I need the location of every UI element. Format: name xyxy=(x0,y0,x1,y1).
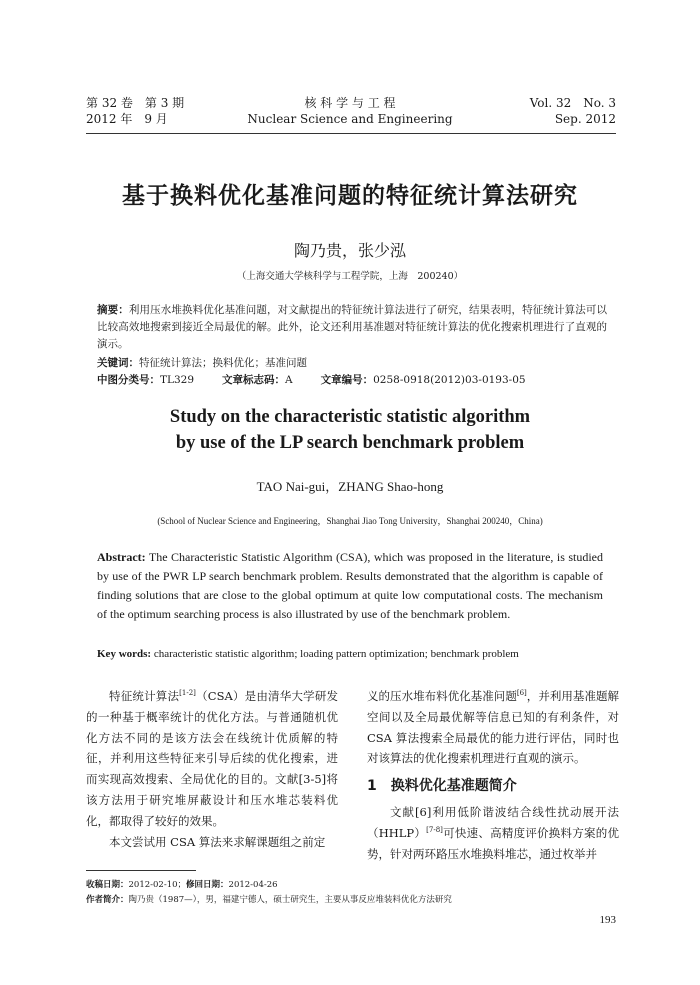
body-column-right xyxy=(367,686,619,864)
paper-title-cn: 基于换料优化基准问题的特征统计算法研究 xyxy=(122,183,578,209)
revised-date: 2012-04-26 xyxy=(228,880,278,890)
text-run: 特征统计算法 xyxy=(109,689,180,703)
affiliation-en: (School of Nuclear Science and Engineering，Shanghai Jiao Tong University，Shanghai 200240，China) xyxy=(157,516,543,526)
authors-cn: 陶乃贵，张少泓 xyxy=(293,241,406,260)
keywords-cn xyxy=(97,355,607,372)
volume-issue-en: Vol. 32 No. 3 xyxy=(529,96,616,110)
volume-issue: 第 32 卷 第 3 期 xyxy=(86,96,185,110)
article-number-label: 文章编号： xyxy=(320,374,374,386)
text-run: 义的压水堆布料优化基准问题 xyxy=(367,689,517,703)
abstract-en-label: Abstract: xyxy=(97,550,146,564)
received-date: 2012-02-10； xyxy=(128,880,187,890)
article-number-value: 0258-0918(2012)03-0193-05 xyxy=(373,374,526,386)
author-bio-label: 作者简介： xyxy=(86,895,129,905)
revised-label: 修回日期： xyxy=(186,880,229,890)
abstract-cn-label: 摘要： xyxy=(97,304,129,316)
title-en-line1: Study on the characteristic statistic algorithm xyxy=(169,407,531,427)
keywords-cn-text: 特征统计算法；换料优化；基准问题 xyxy=(139,357,307,369)
classification-row xyxy=(97,372,617,389)
doc-code-value: A xyxy=(285,374,293,386)
section-number: 1 xyxy=(367,778,377,795)
clc-value: TL329 xyxy=(160,374,195,386)
abstract-en xyxy=(97,548,603,624)
journal-name-en: Nuclear Science and Engineering xyxy=(247,112,453,126)
footnote-author xyxy=(86,893,626,907)
title-en-line2: by use of the LP search benchmark problem xyxy=(175,433,525,453)
text-run: （CSA）是由清华大学研发的一种基于概率统计的优化方法。与普通随机优化方法不同的是该方法会在线统计优质解的特征，并利用这些特征来引导后续的优化搜索，进而实现高效搜索、全局优化的目的。文献[3-5]将该方法用于研究堆屏蔽设计和压水堆芯装料优化，都取得了较好的效果。 xyxy=(86,689,339,828)
text-run: 文献[6]利用低阶谐波结合线性扰动展开法（HHLP） xyxy=(367,804,619,840)
footnote-divider xyxy=(86,870,196,871)
text-run: 可快速、高精度评价换料方案的优势，针对两环路压水堆换料堆芯，通过枚举并 xyxy=(367,825,619,861)
received-label: 收稿日期： xyxy=(86,880,129,890)
citation: [6] xyxy=(516,689,527,698)
paragraph xyxy=(367,802,619,864)
paragraph: 本文尝试用 CSA 算法来求解课题组之前定 xyxy=(109,834,326,849)
abstract-en-text: The Characteristic Statistic Algorithm (CSA), which was proposed in the literature, is studied by use of the PWR LP search benchmark problem. Results demonstrated that the algorithm is capable of finding solutions that are close to the global optimum at quite low computational costs. The mechanism of the optimum searching process is also illustrated by use of the benchmark problem. xyxy=(97,550,603,621)
page-number: 193 xyxy=(599,914,616,926)
abstract-cn xyxy=(97,302,607,353)
keywords-cn-label: 关键词： xyxy=(97,357,139,369)
paragraph xyxy=(367,686,619,769)
section-title: 换料优化基准题简介 xyxy=(390,778,517,795)
clc-label: 中图分类号： xyxy=(97,374,160,386)
journal-name-cn: 核 科 学 与 工 程 xyxy=(304,96,396,110)
doc-code-label: 文章标志码： xyxy=(222,374,286,386)
body-column-left xyxy=(86,686,338,852)
citation: [1-2] xyxy=(179,689,196,698)
journal-volume-info-en xyxy=(530,95,616,127)
date-en: Sep. 2012 xyxy=(554,112,616,126)
header-divider xyxy=(86,133,616,134)
year-month: 2012 年 9 月 xyxy=(86,112,168,126)
author-bio-text: 陶乃贵（1987—），男，福建宁德人，硕士研究生，主要从事反应堆装料优化方法研究 xyxy=(128,895,452,905)
text-run: ，并利用基准题解空间以及全局最优解等信息已知的有利条件，对 CSA 算法搜索全局最优的能力进行评估，同时也对该算法的优化搜索机理进行直观的演示。 xyxy=(367,689,620,766)
abstract-cn-text: 利用压水堆换料优化基准问题，对文献提出的特征统计算法进行了研究，结果表明，特征统计算法可以比较高效地搜索到接近全局最优的解。此外，论文还利用基准题对特征统计算法的优化搜索机理进行了直观的演示。 xyxy=(97,304,608,350)
authors-en: TAO Nai-gui，ZHANG Shao-hong xyxy=(256,479,444,494)
paragraph xyxy=(86,686,338,832)
keywords-en-text: characteristic statistic algorithm; loading pattern optimization; benchmark problem xyxy=(151,648,519,660)
footnote-dates xyxy=(86,878,626,892)
section-heading xyxy=(367,776,619,797)
affiliation-cn: （上海交通大学核科学与工程学院，上海 200240） xyxy=(236,271,464,282)
keywords-en-label: Key words: xyxy=(97,648,152,660)
citation: [7-8] xyxy=(426,825,443,834)
paper-title-en xyxy=(0,404,700,456)
keywords-en xyxy=(97,648,617,660)
